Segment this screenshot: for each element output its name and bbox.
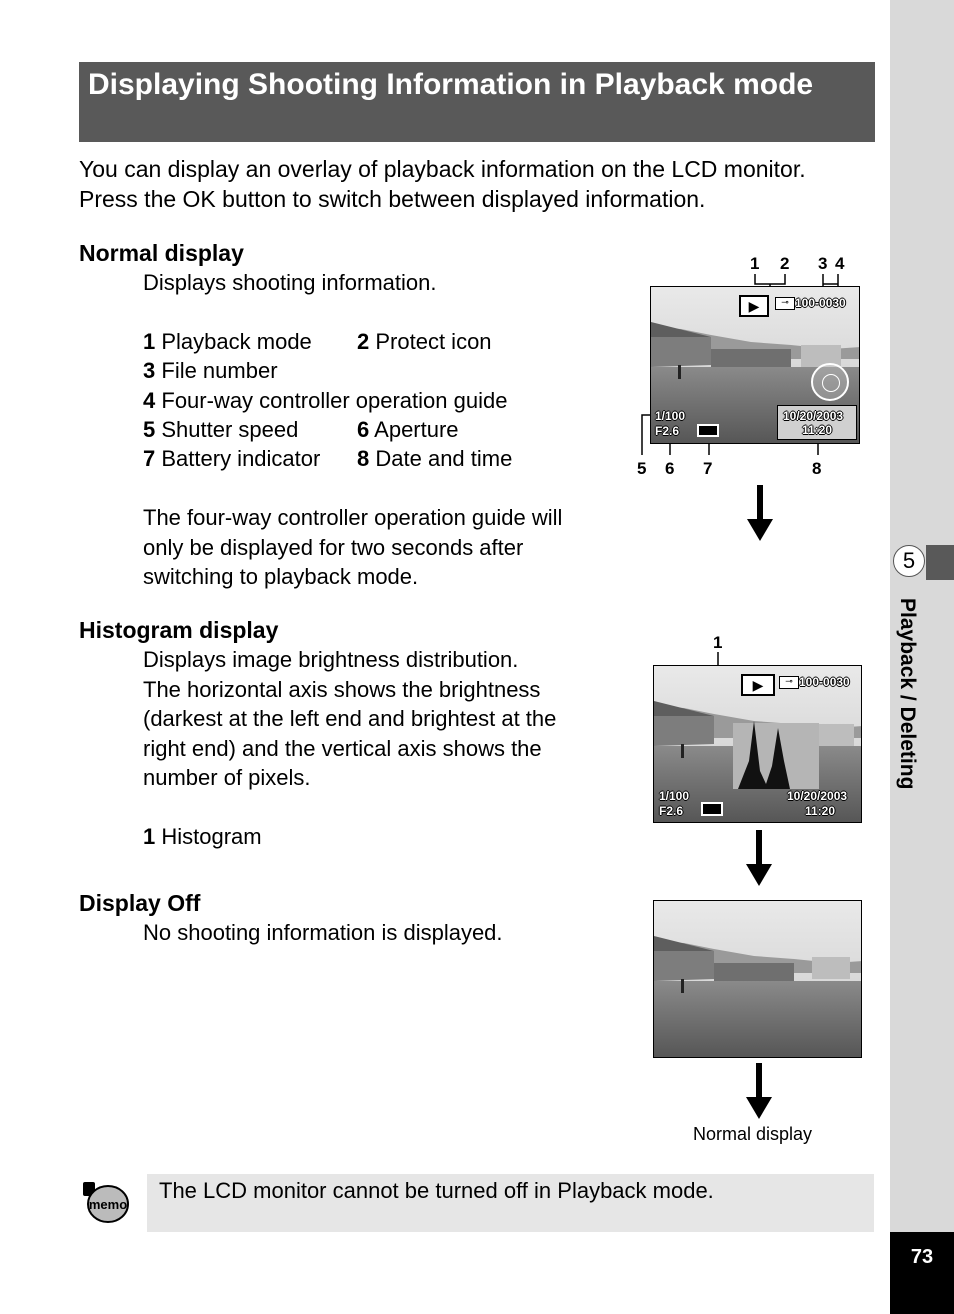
lcd-histogram-display: [653, 665, 862, 823]
page-title: Displaying Shooting Information in Playback mode: [79, 62, 875, 142]
chapter-label: Playback / Deleting: [896, 598, 919, 790]
histogram-desc-line: right end) and the vertical axis shows the: [143, 735, 542, 761]
playback-mode-icon: ▶: [741, 674, 775, 696]
battery-icon: [697, 424, 719, 437]
histogram-display-heading: Histogram display: [79, 617, 279, 643]
date: 10/20/2003: [787, 789, 848, 803]
protect-key-icon: ⊸: [775, 297, 795, 310]
memo-text: The LCD monitor cannot be turned off in Playback mode.: [159, 1178, 714, 1203]
shutter-speed: 1/100: [655, 409, 686, 423]
item-num: 5: [143, 417, 156, 442]
playback-mode-icon: ▶: [739, 295, 769, 317]
four-way-guide-icon: [811, 363, 849, 401]
intro-paragraph: [79, 154, 879, 214]
item-label: Protect icon: [375, 329, 492, 354]
item-num: 7: [143, 446, 156, 471]
histogram-desc-line: number of pixels.: [143, 765, 311, 790]
down-arrow-icon: [744, 485, 776, 543]
battery-icon: [701, 802, 723, 816]
item-1: [143, 327, 312, 357]
lcd-display-off: [653, 900, 862, 1058]
item-2: [357, 327, 492, 357]
display-off-heading: Display Off: [79, 890, 201, 916]
item-num: 1: [143, 824, 156, 849]
guide-note-line: only be displayed for two seconds after: [143, 534, 524, 560]
item-label: Battery indicator: [161, 446, 321, 471]
item-label: Aperture: [374, 417, 459, 442]
histogram-desc-line: (darkest at the left end and brightest at the: [143, 706, 557, 731]
item-3: [143, 356, 278, 386]
histogram-desc: [143, 645, 556, 793]
histogram-item-1: [143, 822, 262, 852]
histogram-desc-line: Displays image brightness distribution.: [143, 647, 519, 672]
normal-display-desc: Displays shooting information.: [143, 270, 437, 295]
item-8: [357, 444, 512, 474]
chapter-tab: [926, 545, 954, 580]
item-num: 6: [357, 417, 370, 442]
date: 10/20/2003: [783, 409, 844, 423]
item-label: Shutter speed: [161, 417, 299, 442]
callout-2: 2: [780, 254, 790, 273]
aperture: F2.6: [655, 424, 680, 438]
intro-line-1: You can display an overlay of playback information on the LCD monitor.: [79, 156, 806, 182]
callout-7: 7: [703, 459, 713, 478]
item-label: Histogram: [161, 824, 262, 849]
callout-8: 8: [812, 459, 822, 478]
loop-back-label: Normal display: [693, 1124, 813, 1144]
down-arrow-icon: [743, 1063, 775, 1121]
guide-note: [143, 503, 562, 592]
time: 11:20: [802, 423, 833, 437]
item-label: Date and time: [375, 446, 513, 471]
file-number: 100-0030: [795, 296, 846, 310]
item-num: 4: [143, 388, 156, 413]
item-6: [357, 415, 459, 445]
item-num: 2: [357, 329, 370, 354]
item-label: Four-way controller operation guide: [161, 388, 508, 413]
guide-note-line: switching to playback mode.: [143, 564, 419, 589]
protect-key-icon: ⊸: [779, 676, 799, 689]
item-num: 3: [143, 358, 156, 383]
item-5: [143, 415, 298, 445]
item-num: 8: [357, 446, 370, 471]
display-off-desc: No shooting information is displayed.: [143, 920, 503, 945]
shutter-speed: 1/100: [659, 789, 690, 803]
callout-5: 5: [637, 459, 647, 478]
memo-icon-label: memo: [88, 1197, 128, 1212]
date-time-box: [777, 405, 857, 440]
time: 11:20: [805, 804, 836, 818]
callout-6: 6: [665, 459, 675, 478]
normal-display-heading: Normal display: [79, 240, 244, 266]
lcd-normal-display: [650, 286, 860, 444]
intro-line-2: Press the OK button to switch between displayed information.: [79, 186, 706, 212]
item-num: 1: [143, 329, 156, 354]
histogram-desc-line: The horizontal axis shows the brightness: [143, 676, 541, 702]
item-label: Playback mode: [161, 329, 312, 354]
callout-4: 4: [835, 254, 845, 273]
hist-callout-1: 1: [713, 633, 723, 652]
page-number: 73: [890, 1232, 954, 1314]
item-label: File number: [161, 358, 278, 383]
guide-note-line: The four-way controller operation guide will: [143, 505, 563, 530]
photo-scene: [654, 901, 862, 1058]
item-4: [143, 386, 507, 416]
item-7: [143, 444, 320, 474]
chapter-number: 5: [893, 545, 925, 577]
callout-3: 3: [818, 254, 828, 273]
memo-icon: [80, 1180, 130, 1226]
file-number: 100-0030: [799, 675, 850, 689]
callout-1: 1: [750, 254, 760, 273]
down-arrow-icon: [743, 830, 775, 888]
aperture: F2.6: [659, 804, 684, 818]
